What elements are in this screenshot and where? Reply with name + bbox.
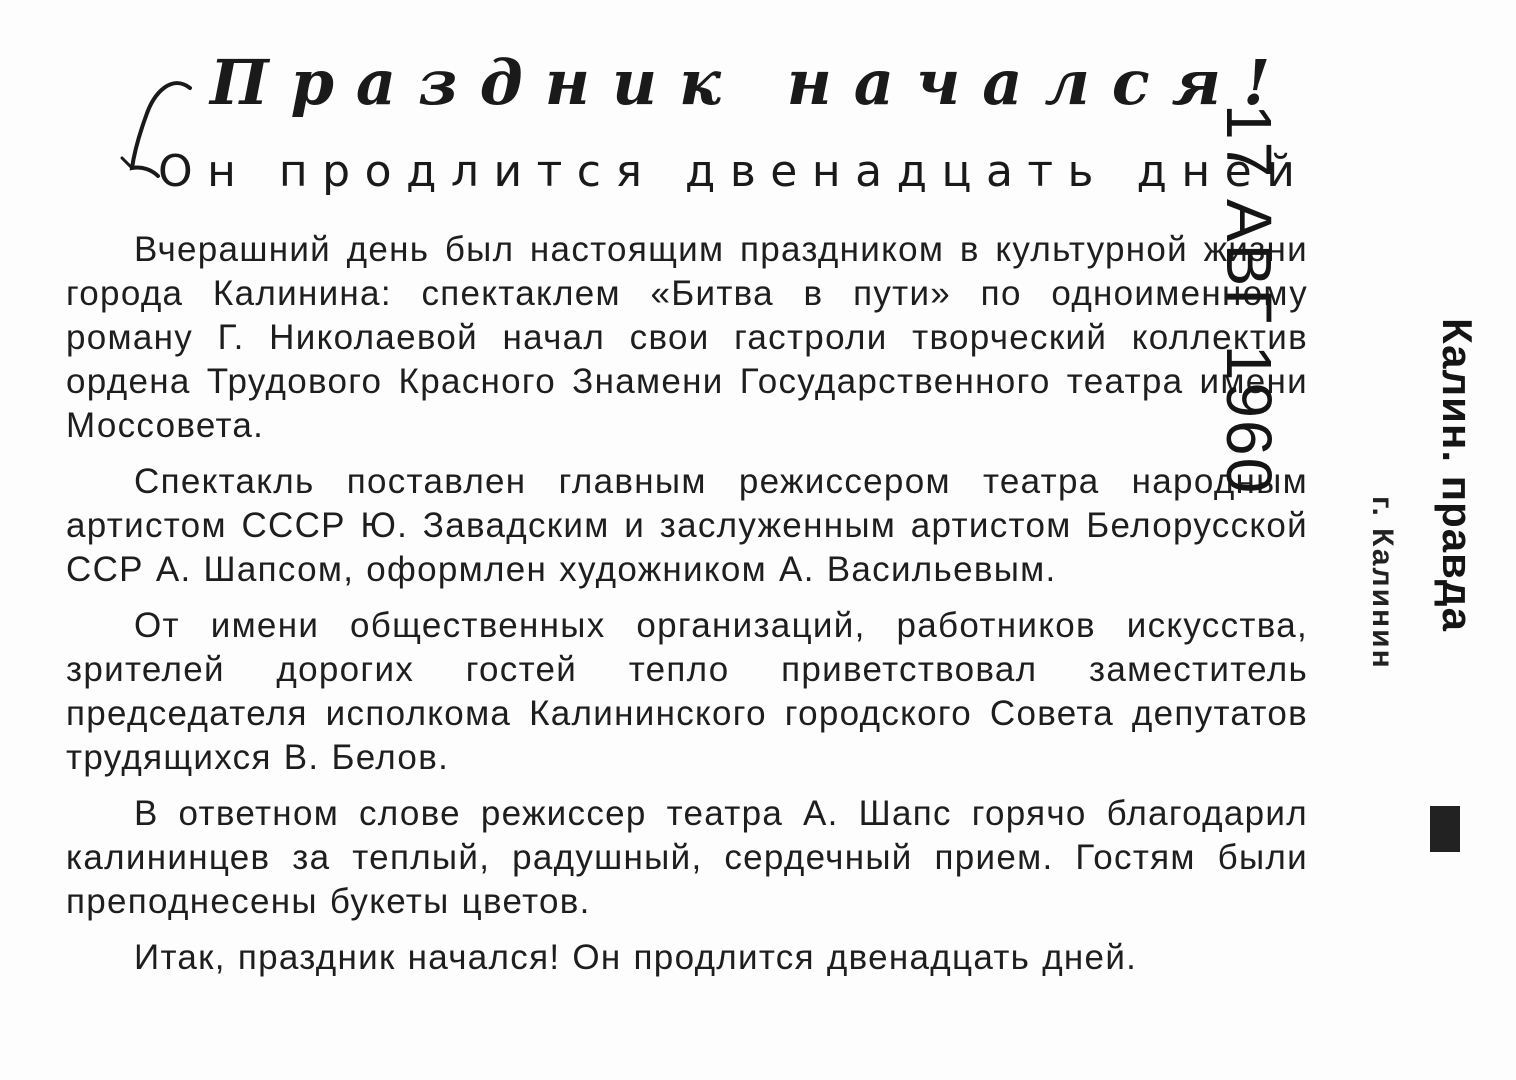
date-stamp: 17 АВГ 1960 bbox=[1213, 104, 1285, 496]
paragraph: В ответном слове режиссер театра А. Шапс горячо благодарил калининцев за теплый, радушный, сердечный прием. Гостям были преподнесены букеты цветов. bbox=[66, 794, 1308, 921]
subheadline: Он продлится двенадцать дней bbox=[158, 146, 1310, 197]
place-stamp: г. Калинин bbox=[1366, 496, 1399, 670]
paragraph: Вчерашний день был настоящим праздником в культурной жизни города Калинина: спектаклем «Битва в пути» по одноименному роману Г. Николаевой начал свои гастроли творческий коллектив ордена Трудового Красного Знамени Государственного театра имени Моссовета. bbox=[66, 230, 1308, 445]
stamp-ink-block bbox=[1430, 806, 1460, 852]
source-stamp: Калин. правда bbox=[1434, 318, 1481, 632]
paragraph: Итак, праздник начался! Он продлится двенадцать дней. bbox=[134, 938, 1138, 977]
paragraph: От имени общественных организаций, работников искусства, зрителей дорогих гостей тепло приветствовал заместитель председателя исполкома Калининского городского Совета депутатов трудящихся В. Белов. bbox=[66, 606, 1308, 777]
headline: Праздник начался! bbox=[210, 46, 1293, 119]
article-body bbox=[66, 228, 1308, 992]
paragraph: Спектакль поставлен главным режиссером театра народным артистом СССР Ю. Завадским и заслуженным артистом Белорусской ССР А. Шапсом, оформлен художником А. Васильевым. bbox=[66, 462, 1308, 589]
